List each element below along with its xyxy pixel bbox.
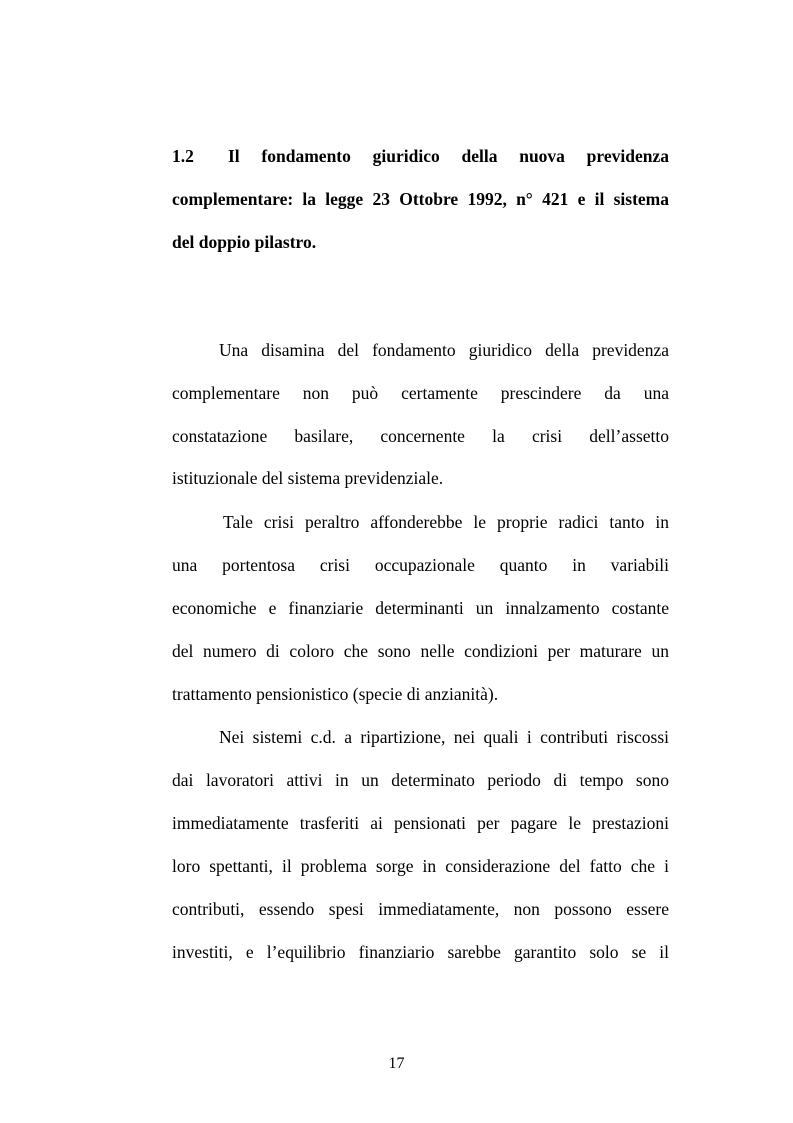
paragraph-2-line-4: del numero di coloro che sono nelle condizioni per maturare un: [172, 641, 669, 661]
section-number: 1.2: [172, 146, 194, 166]
section-heading-line-2: complementare: la legge 23 Ottobre 1992, n° 421 e il sistema: [172, 189, 669, 209]
paragraph-3-line-2: dai lavoratori attivi in un determinato periodo di tempo sono: [172, 770, 669, 790]
paragraph-2-line-3: economiche e finanziarie determinanti un innalzamento costante: [172, 598, 669, 618]
paragraph-2-line-2: una portentosa crisi occupazionale quanto in variabili: [172, 555, 669, 575]
paragraph-3-line-5: contributi, essendo spesi immediatamente, non possono essere: [172, 899, 669, 919]
section-heading-line-1: [172, 145, 669, 167]
paragraph-3-line-1: Nei sistemi c.d. a ripartizione, nei quali i contributi riscossi: [219, 727, 669, 747]
paragraph-2-line-5: trattamento pensionistico (specie di anzianità).: [172, 684, 499, 704]
paragraph-3-line-6: investiti, e l’equilibrio finanziario sarebbe garantito solo se il: [172, 942, 669, 962]
paragraph-1-line-2: complementare non può certamente prescindere da una: [172, 383, 669, 403]
paragraph-3-line-3: immediatamente trasferiti ai pensionati per pagare le prestazioni: [172, 813, 669, 833]
section-heading-text-1: Il fondamento giuridico della nuova previdenza: [228, 146, 669, 166]
paragraph-1-line-4: istituzionale del sistema previdenziale.: [172, 468, 444, 488]
paragraph-3-line-4: loro spettanti, il problema sorge in considerazione del fatto che i: [172, 856, 669, 876]
paragraph-2-line-1: Tale crisi peraltro affonderebbe le proprie radici tanto in: [223, 512, 669, 532]
section-heading-line-3: del doppio pilastro.: [172, 232, 317, 252]
paragraph-1-line-1: Una disamina del fondamento giuridico della previdenza: [219, 340, 669, 360]
paragraph-1-line-3: constatazione basilare, concernente la crisi dell’assetto: [172, 426, 669, 446]
page-number: 17: [388, 1055, 405, 1072]
